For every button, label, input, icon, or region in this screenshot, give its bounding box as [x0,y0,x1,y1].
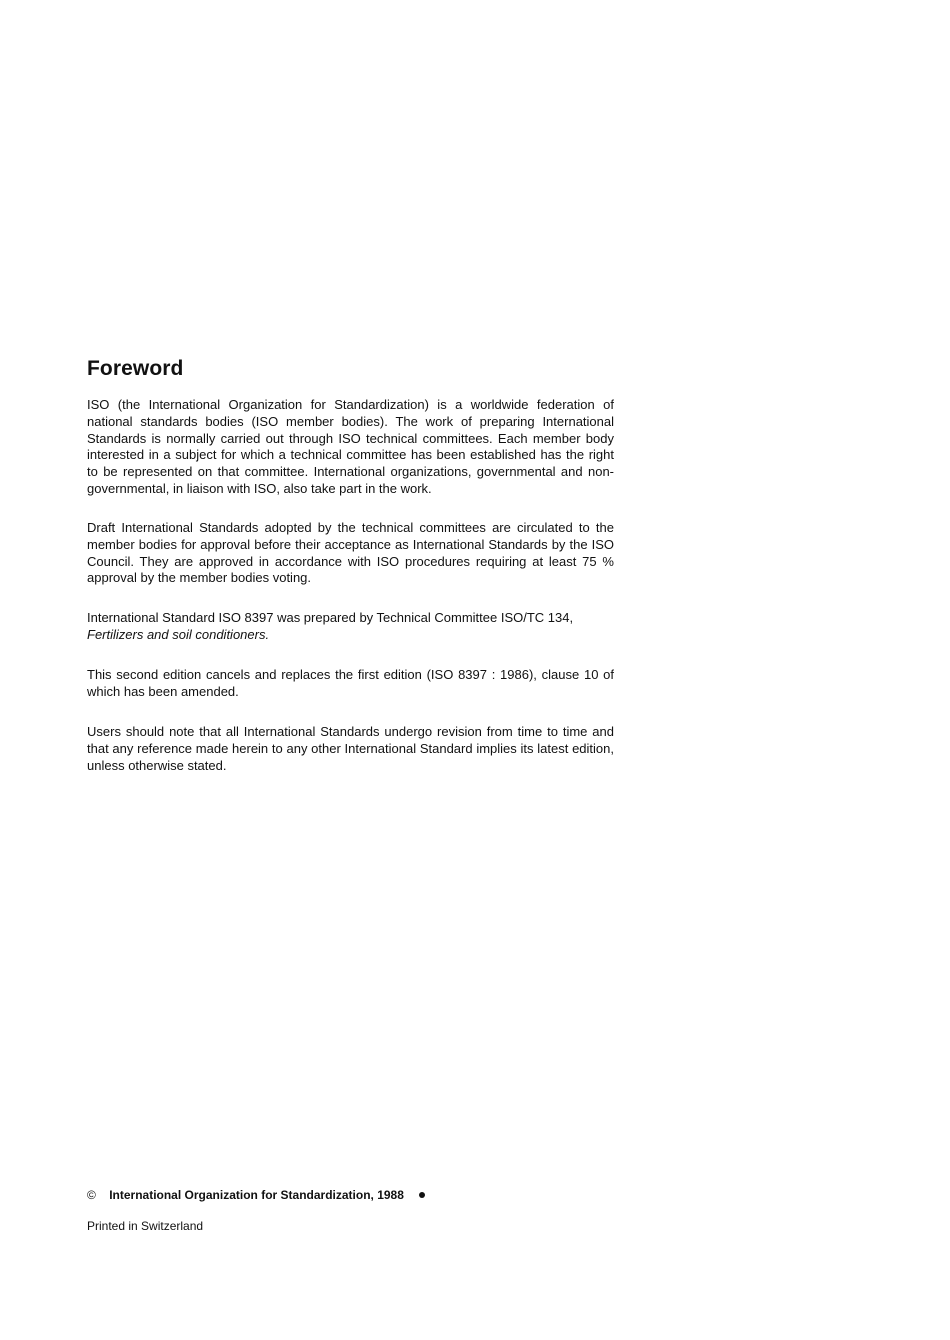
committee-title: Fertilizers and soil conditioners. [87,626,270,642]
paragraph-iso-federation: ISO (the International Organization for Standardization) is a worldwide federation of national standards bodies (ISO member bodies). The work of preparing International Standards is normally carried out through ISO technical committees. Each member body interested in a subject for which a technical committee has been established has the right to be represented on that committee. International organizations, governmental and non-governmental, in liaison with ISO, also take part in the work. [87,397,614,496]
copyright-text: International Organization for Standardization, 1988 [109,1188,404,1202]
copyright-line [87,1187,425,1203]
prepared-by-text: International Standard ISO 8397 was prepared by Technical Committee ISO/TC 134, [87,610,574,625]
page-title: Foreword [87,357,184,380]
paragraph-second-edition: This second edition cancels and replaces the first edition (ISO 8397 : 1986), clause 10 of which has been amended. [87,667,614,699]
bullet-icon [419,1192,425,1198]
paragraph-revision-note: Users should note that all International Standards undergo revision from time to time and that any reference made herein to any other International Standard implies its latest edition, unless otherwise stated. [87,724,614,773]
paragraph-prepared-by [87,610,614,644]
paragraph-draft-standards: Draft International Standards adopted by the technical committees are circulated to the member bodies for approval before their acceptance as International Standards by the ISO Council. They are approved in accordance with ISO procedures requiring at least 75 % approval by the member bodies voting. [87,520,614,586]
printed-in-note: Printed in Switzerland [87,1219,204,1233]
copyright-icon: © [87,1188,96,1202]
